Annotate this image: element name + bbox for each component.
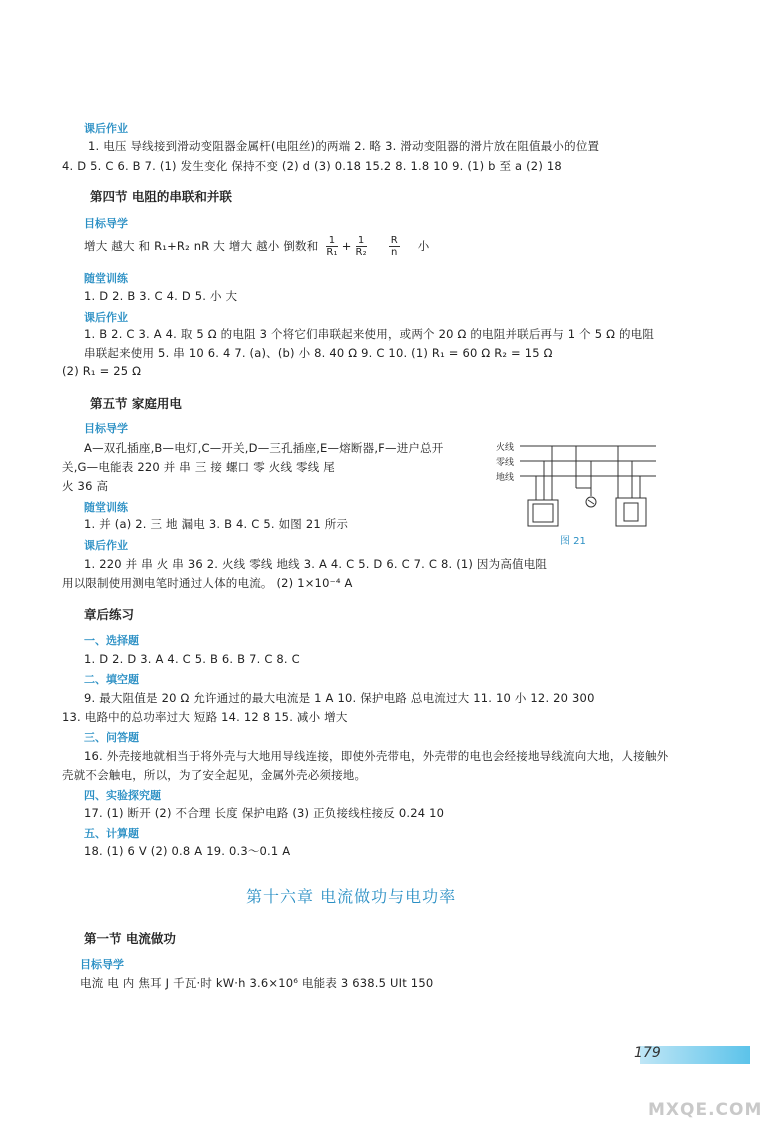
homework-label: 课后作业 [84,539,128,552]
answer-line: 用以限制使用测电笔时通过人体的电流。 (2) 1×10⁻⁴ A [62,576,353,590]
answer-line: 1. 电压 导线接到滑动变阻器金属杆(电阻丝)的两端 2. 略 3. 滑动变阻器的滑片放在阻值最小的位置 [88,139,600,153]
practice-label: 随堂训练 [84,501,128,514]
goal-label: 目标导学 [80,958,124,971]
answer-line: A—双孔插座,B—电灯,C—开关,D—三孔插座,E—熔断器,F—进户总开 [84,441,444,455]
qa-label: 三、问答题 [84,731,139,744]
section-title: 第五节 家庭用电 [90,396,182,411]
answer-line: 壳就不会触电，所以，为了安全起见，金属外壳必须接地。 [62,768,367,782]
experiment-label: 四、实验探究题 [84,789,161,802]
section-title: 第一节 电流做功 [84,931,176,946]
goal-label: 目标导学 [84,422,128,435]
fraction: $\frac{1}{\text{R₁}}$ [326,235,338,258]
homework-label: 课后作业 [84,122,128,135]
homework-label: 课后作业 [84,311,128,324]
calc-label: 五、计算题 [84,827,139,840]
answer-line: 增大 越大 和 R₁+R₂ nR 大 增大 越小 倒数和 $\frac{1}{\text{R₁}}$ + $\frac{1}{\text{R₂}}$ $\frac{R}{n}$ 小 [84,235,430,258]
answer-line: 火 36 高 [62,479,109,493]
choice-label: 一、选择题 [84,634,139,647]
answer-line: 关,G—电能表 220 并 串 三 接 螺口 零 火线 零线 尾 [62,460,335,474]
answer-line: 电流 电 内 焦耳 J 千瓦·时 kW·h 3.6×10⁶ 电能表 3 638.5 UIt 150 [80,976,434,990]
fraction: $\frac{1}{\text{R₂}}$ [355,235,367,258]
answer-line: 1. 并 (a) 2. 三 地 漏电 3. B 4. C 5. 如图 21 所示 [84,517,349,531]
practice-label: 随堂训练 [84,272,128,285]
watermark: MXQE.COM [648,1100,762,1120]
wiring-svg [496,440,660,532]
fraction: $\frac{R}{n}$ [390,235,398,258]
answer-line: 1. B 2. C 3. A 4. 取 5 Ω 的电阻 3 个将它们串联起来使用，或两个 20 Ω 的电阻并联后再与 1 个 5 Ω 的电阻 [84,327,655,341]
fill-label: 二、填空题 [84,673,139,686]
answer-line: 18. (1) 6 V (2) 0.8 A 19. 0.3～0.1 A [84,844,291,858]
page-number: 179 [634,1045,661,1061]
section-title: 第四节 电阻的串联和并联 [90,189,232,204]
answer-line: (2) R₁ = 25 Ω [62,364,142,378]
answer-line: 1. 220 并 串 火 串 36 2. 火线 零线 地线 3. A 4. C 5. D 6. C 7. C 8. (1) 因为高值电阻 [84,557,548,571]
figure-caption: 图 21 [560,536,586,547]
answer-line: 4. D 5. C 6. B 7. (1) 发生变化 保持不变 (2) d (3) 0.18 15.2 8. 1.8 10 9. (1) b 至 a (2) 18 [62,159,562,173]
answer-text: 增大 越大 和 R₁+R₂ nR 大 增大 越小 倒数和 [84,239,319,253]
live-wire-label: 火线 [496,443,515,453]
answer-line: 串联起来使用 5. 串 10 6. 4 7. (a)、(b) 小 8. 40 Ω 9. C 10. (1) R₁ = 60 Ω R₂ = 15 Ω [84,346,553,360]
wiring-diagram [496,440,660,548]
ground-wire-label: 地线 [496,473,515,483]
answer-line: 9. 最大阻值是 20 Ω 允许通过的最大电流是 1 A 10. 保护电路 总电流过大 11. 10 小 12. 20 300 [84,691,595,705]
neutral-wire-label: 零线 [496,458,515,468]
answer-line: 16. 外壳接地就相当于将外壳与大地用导线连接，即使外壳带电，外壳带的电也会经接地导线流向大地，人接触外 [84,749,669,763]
answer-line: 1. D 2. B 3. C 4. D 5. 小 大 [84,289,238,303]
answer-line: 13. 电路中的总功率过大 短路 14. 12 8 15. 减小 增大 [62,710,348,724]
answer-line: 1. D 2. D 3. A 4. C 5. B 6. B 7. C 8. C [84,652,300,666]
section-title: 章后练习 [84,607,135,622]
answer-text: 小 [417,239,430,253]
goal-label: 目标导学 [84,217,128,230]
answer-line: 17. (1) 断开 (2) 不合理 长度 保护电路 (3) 正负接线柱接反 0.24 10 [84,806,445,820]
chapter-title: 第十六章 电流做功与电功率 [246,887,457,906]
